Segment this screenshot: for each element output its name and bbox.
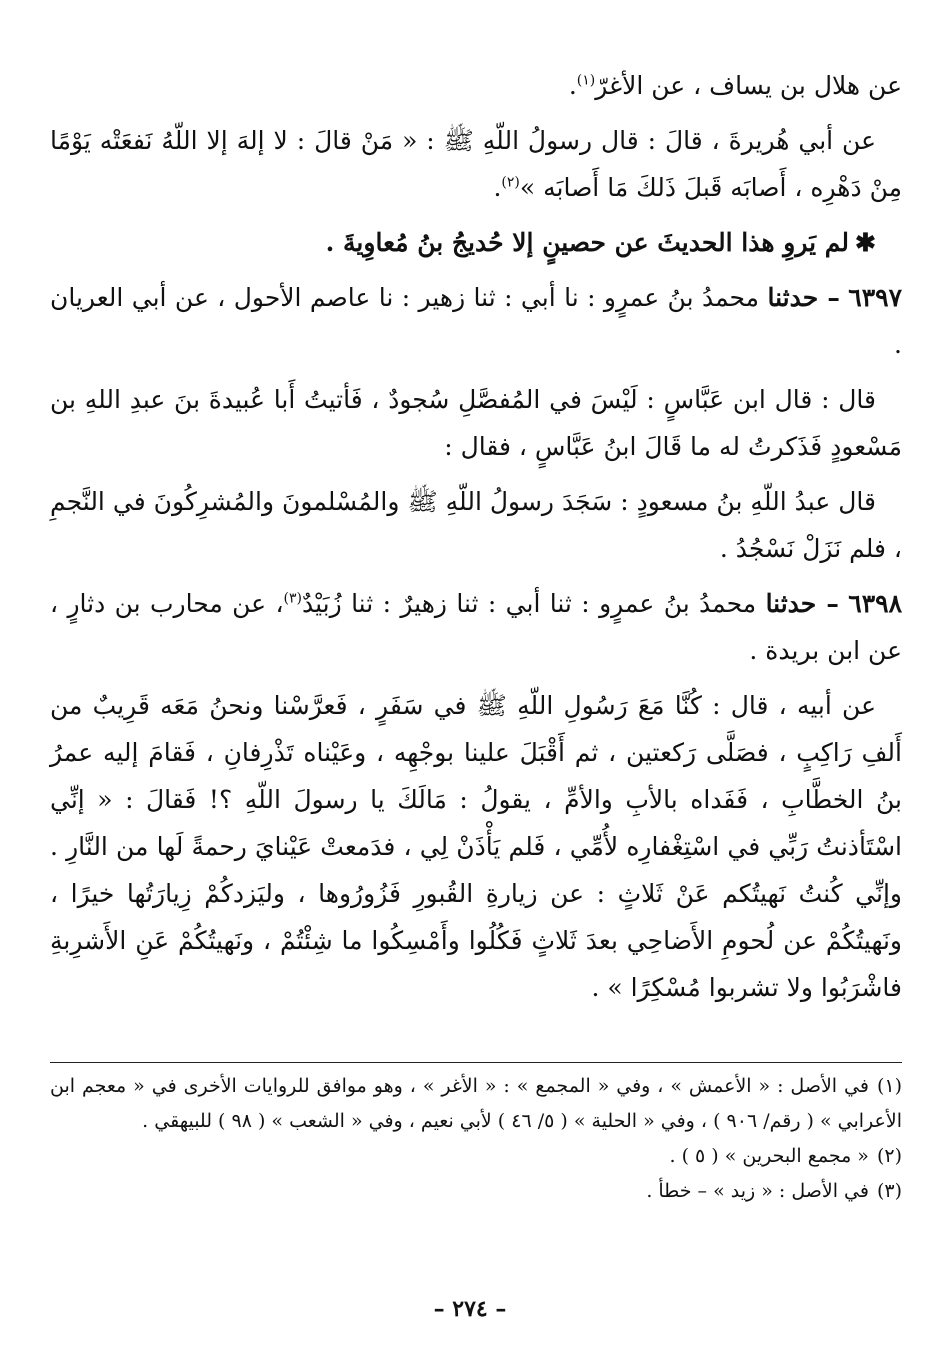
text: قال عبدُ اللّهِ بنُ مسعودٍ : سَجَدَ رسولُ اللّهِ ﷺ والمُسْلمونَ والمُشرِكُونَ في النَّجمِ ، فلم نَزَلْ نَسْجُدُ .: [50, 487, 902, 563]
footnote-1: [50, 1069, 902, 1139]
hadith-6397-chain: [50, 274, 902, 368]
footnote-text: في الأصل : « الأعمش » ، وفي « المجمع » : « الأغر » ، وهو موافق للروايات الأخرى في « معجم ابن الأعرابي » ( رقم/ ٩٠٦ ) ، وفي « الحلية » ( ٥/ ٤٦ ) لأبي نعيم ، وفي « الشعب » ( ٩٨ ) للبيهقي .: [50, 1075, 902, 1132]
hadith-number: ٦٣٩٨: [848, 589, 903, 618]
hadith-6398-chain: [50, 580, 902, 674]
footnote-number: (٢): [876, 1145, 902, 1167]
footnote-number: (١): [876, 1075, 902, 1097]
footnote-text: في الأصل : « زيد » – خطأ .: [646, 1180, 869, 1202]
text: عن أبي هُريرةَ ، قالَ : قال رسولُ اللّهِ ﷺ : « مَنْ قالَ : لا إلهَ إلا اللّهُ نَفعَتْه يَوْمًا مِنْ دَهْرِه ، أَصابَه قَبلَ ذَلكَ مَا أَصابَه »: [50, 126, 902, 202]
footnote-2: [50, 1139, 902, 1174]
hadith-number: ٦٣٩٧: [848, 283, 902, 312]
paragraph-ibn-masud: [50, 478, 902, 572]
text: .: [493, 173, 502, 202]
text: .: [568, 71, 577, 100]
page-number: – ٢٧٤ –: [433, 1296, 507, 1322]
text: عن أبيه ، قال : كُنَّا مَعَ رَسُولِ اللّهِ ﷺ في سَفَرٍ ، فَعرَّسْنا ونحنُ مَعَه قَرِيبٌ من أَلفِ رَاكِبٍ ، فصَلَّى رَكعتين ، ثم أَقْبَلَ علينا بوجْهِه ، وعَيْناه تَذْرِفانِ ، فَقامَ إليه عمرُ بنُ الخطَّابِ ، فَفَداه بالأبِ والأمِّ ، يقولُ : مَالَكَ يا رسولَ اللّهِ ؟! فَقالَ : « إنِّي اسْتَأذنتُ رَبِّي في اسْتِغْفارِه لأُمِّي ، فَلم يَأْذَنْ لِي ، فدَمعتْ عَيْنايَ رحمةً لَها من النَّارِ . وإنِّي كُنتُ نَهيتُكم عَنْ ثَلاثٍ : عن زيارةِ القُبورِ فَزُورُوها ، وليَزدكُمْ زِيارَتُها خيرًا ، ونَهيتُكُمْ عن لُحومِ الأَضاحِي بعدَ ثَلاثٍ فَكُلُوا وأَمْسِكُوا ما شِئْتُمْ ، ونَهيتُكُمْ عَنِ الأَشرِبةِ فاشْرَبُوا ولا تشربوا مُسْكِرًا » .: [50, 691, 902, 1002]
paragraph-ibn-abbas: [50, 376, 902, 470]
hadith-lead: – حدثنا: [767, 283, 840, 312]
paragraph-note: [50, 219, 902, 266]
text: محمدُ بنُ عمرٍو : نا أبي : ثنا زهير : نا عاصم الأحول ، عن أبي العريان .: [50, 283, 902, 359]
text: ، عن محارب بن دثارٍ ، عن ابن بريدة .: [50, 589, 902, 665]
footnote-ref: (١): [576, 72, 596, 89]
star-marker: ✱: [855, 228, 876, 257]
footnote-number: (٣): [876, 1180, 902, 1202]
footnote-text: « مجمع البحرين » ( ٥ ) .: [669, 1145, 869, 1167]
text: محمدُ بنُ عمرٍو : ثنا أبي : ثنا زهيرٌ : ثنا زُبَيْدٌ: [301, 589, 757, 618]
footnote-3: [50, 1174, 902, 1209]
text: عن هلال بن يساف ، عن الأغرّ: [595, 71, 902, 100]
paragraph-buraydah: [50, 682, 902, 1011]
text: لم يَروِ هذا الحديثَ عن حصينٍ إلا حُديجُ بنُ مُعاوِيةَ .: [325, 228, 850, 257]
main-text: [50, 62, 902, 1019]
footnotes: [50, 1062, 902, 1209]
footnote-ref: (٢): [501, 174, 520, 191]
text: قال : قال ابن عَبَّاسٍ : لَيْسَ في المُفصَّلِ سُجودٌ ، فَأتيتُ أَبا عُبيدةَ بنَ عبدِ اللهِ بن مَسْعودٍ فَذَكرتُ له ما قَالَ ابنُ عَبَّاسٍ ، فقال :: [50, 385, 902, 461]
paragraph-hadith-text: [50, 117, 902, 211]
paragraph-chain-end: [50, 62, 902, 109]
footnote-ref: (٣): [283, 590, 302, 607]
hadith-lead: – حدثنا: [765, 589, 839, 618]
